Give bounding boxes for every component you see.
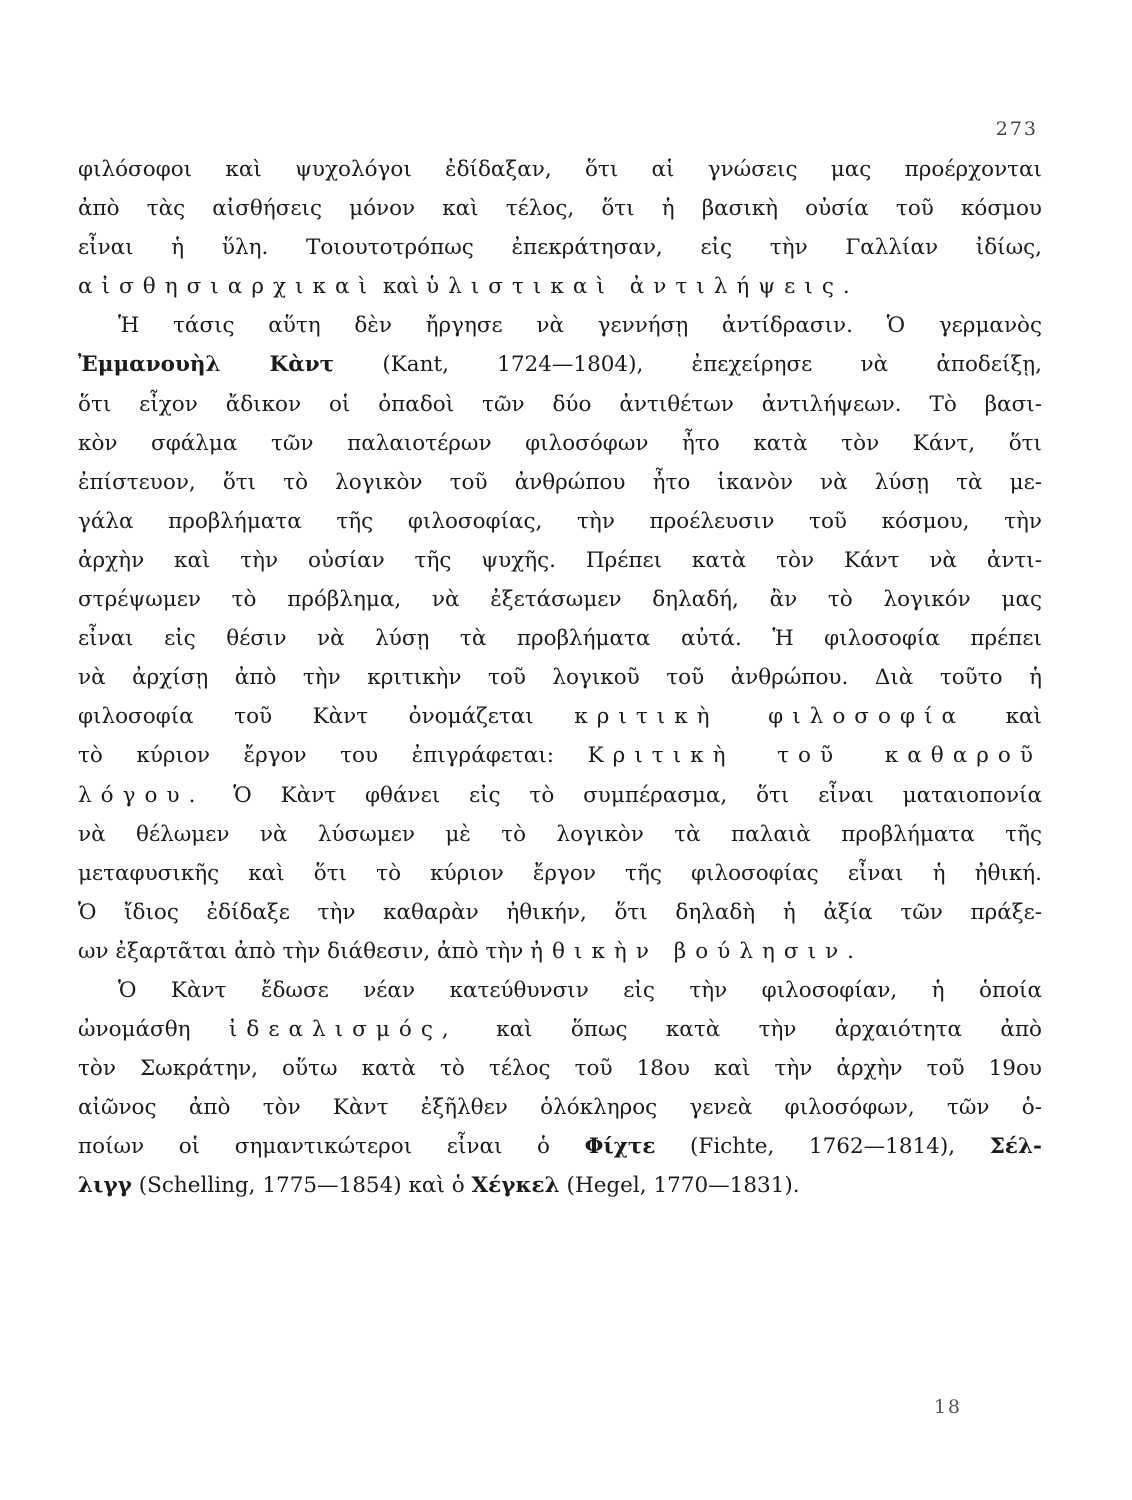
text-fragment: Ὁ Κὰντ φθάνει εἰς τὸ συμπέρασμα, ὅτι εἶναι ματαιοπονία [204,782,1042,808]
text-fragment: φιλοσοφία τοῦ Κὰντ ὀνομάζεται [78,704,575,730]
text-line: νὰ θέλωμεν νὰ λύσωμεν μὲ τὸ λογικὸν τὰ παλαιὰ προβλήματα τῆς [78,821,1042,847]
text-fragment: (Schelling, 1775—1854) καὶ ὁ [131,1173,472,1199]
text-line: ἀρχὴν καὶ τὴν οὐσίαν τῆς ψυχῆς. Πρέπει κατὰ τὸν Κάντ νὰ ἀντι- [78,547,1042,573]
text-line [78,345,1042,384]
paragraph-start-line: Ἡ τάσις αὕτη δὲν ἤργησε νὰ γεννήσῃ ἀντίδρασιν. Ὁ γερμανὸς [118,313,1042,339]
text-line: εἶναι ἡ ὕλη. Τοιουτοτρόπως ἐπεκράτησαν, εἰς τὴν Γαλλίαν ἰδίως, [78,235,1042,261]
text-line [78,1127,1042,1166]
paragraph-start-line: Ὁ Κὰντ ἔδωσε νέαν κατεύθυνσιν εἰς τὴν φιλοσοφίαν, ἡ ὁποία [118,977,1042,1003]
text-line: νὰ ἀρχίσῃ ἀπὸ τὴν κριτικὴν τοῦ λογικοῦ τοῦ ἀνθρώπου. Διὰ τοῦτο ἡ [78,665,1042,691]
bold-name: λιγγ [78,1173,132,1199]
text-fragment: (Hegel, 1770—1831). [559,1173,800,1199]
text-line: Ὁ ἴδιος ἐδίδαξε τὴν καθαρὰν ἠθικήν, ὅτι δηλαδὴ ἡ ἀξία τῶν πράξε- [78,899,1042,925]
text-fragment: ὠνομάσθη [78,1017,229,1043]
text-line: ἐπίστευον, ὅτι τὸ λογικὸν τοῦ ἀνθρώπου ἦτο ἱκανὸν νὰ λύσῃ τὰ με- [78,469,1042,495]
spaced-term: κριτικὴ φιλοσοφία [574,704,966,730]
text-line: γάλα προβλήματα τῆς φιλοσοφίας, τὴν προέλευσιν τοῦ κόσμου, τὴν [78,508,1042,534]
text-fragment: καὶ [965,704,1042,730]
page-number: 273 [995,118,1038,140]
text-line [78,267,1042,306]
bold-name: Ἐμμανουὴλ Κὰντ [78,352,335,378]
text-line: τὸν Σωκράτην, οὕτω κατὰ τὸ τέλος τοῦ 18ου καὶ τὴν ἀρχὴν τοῦ 19ου [78,1056,1042,1082]
spaced-term: ἰδεαλισμός, [228,1017,458,1043]
text-line: αἰῶνος ἀπὸ τὸν Κὰντ ἐξῆλθεν ὁλόκληρος γενεὰ φιλοσόφων, τῶν ὁ- [78,1095,1042,1121]
text-fragment: καὶ ὅπως κατὰ τὴν ἀρχαιότητα ἀπὸ [457,1017,1042,1043]
spaced-term: αἰσθησιαρχικαὶ [78,274,376,300]
text-fragment: τὸ κύριον ἔργον του ἐπιγράφεται: [78,743,588,769]
spaced-term: λόγου. [78,782,205,808]
spaced-term: ἠθικὴν βούλησιν. [530,938,864,964]
spaced-term: ὑλιστικαὶ ἀντιλήψεις. [426,274,859,300]
text-line [78,1166,1042,1205]
text-line [78,736,1042,775]
text-fragment: καὶ [375,274,427,300]
text-fragment: ων ἐξαρτᾶται ἀπὸ τὴν διάθεσιν, ἀπὸ τὴν [78,938,531,964]
bold-name: Φίχτε [584,1134,656,1160]
text-line: ἀπὸ τὰς αἰσθήσεις μόνον καὶ τέλος, ὅτι ἡ βασικὴ οὐσία τοῦ κόσμου [78,196,1042,222]
text-line [78,776,1042,815]
body-text [78,150,1042,1206]
text-line: μεταφυσικῆς καὶ ὅτι τὸ κύριον ἔργον τῆς φιλοσοφίας εἶναι ἡ ἠθική. [78,860,1042,886]
signature-mark: 18 [933,1396,962,1418]
text-line [78,932,1042,971]
text-line: φιλόσοφοι καὶ ψυχολόγοι ἐδίδαξαν, ὅτι αἱ γνώσεις μας προέρχονται [78,157,1042,182]
text-line [78,697,1042,736]
text-line: ὅτι εἶχον ἄδικον οἱ ὀπαδοὶ τῶν δύο ἀντιθέτων ἀντιλήψεων. Τὸ βασι- [78,391,1042,417]
text-line [78,1010,1042,1049]
bold-name: Χέγκελ [471,1173,560,1199]
text-line: εἶναι εἰς θέσιν νὰ λύσῃ τὰ προβλήματα αὐτά. Ἡ φιλοσοφία πρέπει [78,626,1042,652]
text-line: κὸν σφάλμα τῶν παλαιοτέρων φιλοσόφων ἦτο κατὰ τὸν Κάντ, ὅτι [78,430,1042,456]
bold-name: Σέλ- [989,1134,1042,1160]
text-line: στρέψωμεν τὸ πρόβλημα, νὰ ἐξετάσωμεν δηλαδή, ἂν τὸ λογικόν μας [78,587,1042,613]
text-fragment: ποίων οἱ σημαντικώτεροι εἶναι ὁ [78,1134,585,1160]
spaced-term: Κριτικὴ τοῦ καθαροῦ [587,743,1043,769]
text-fragment: (Fichte, 1762—1814), [655,1134,990,1160]
text-fragment: (Kant, 1724—1804), ἐπεχείρησε νὰ ἀποδείξῃ, [334,352,1042,378]
